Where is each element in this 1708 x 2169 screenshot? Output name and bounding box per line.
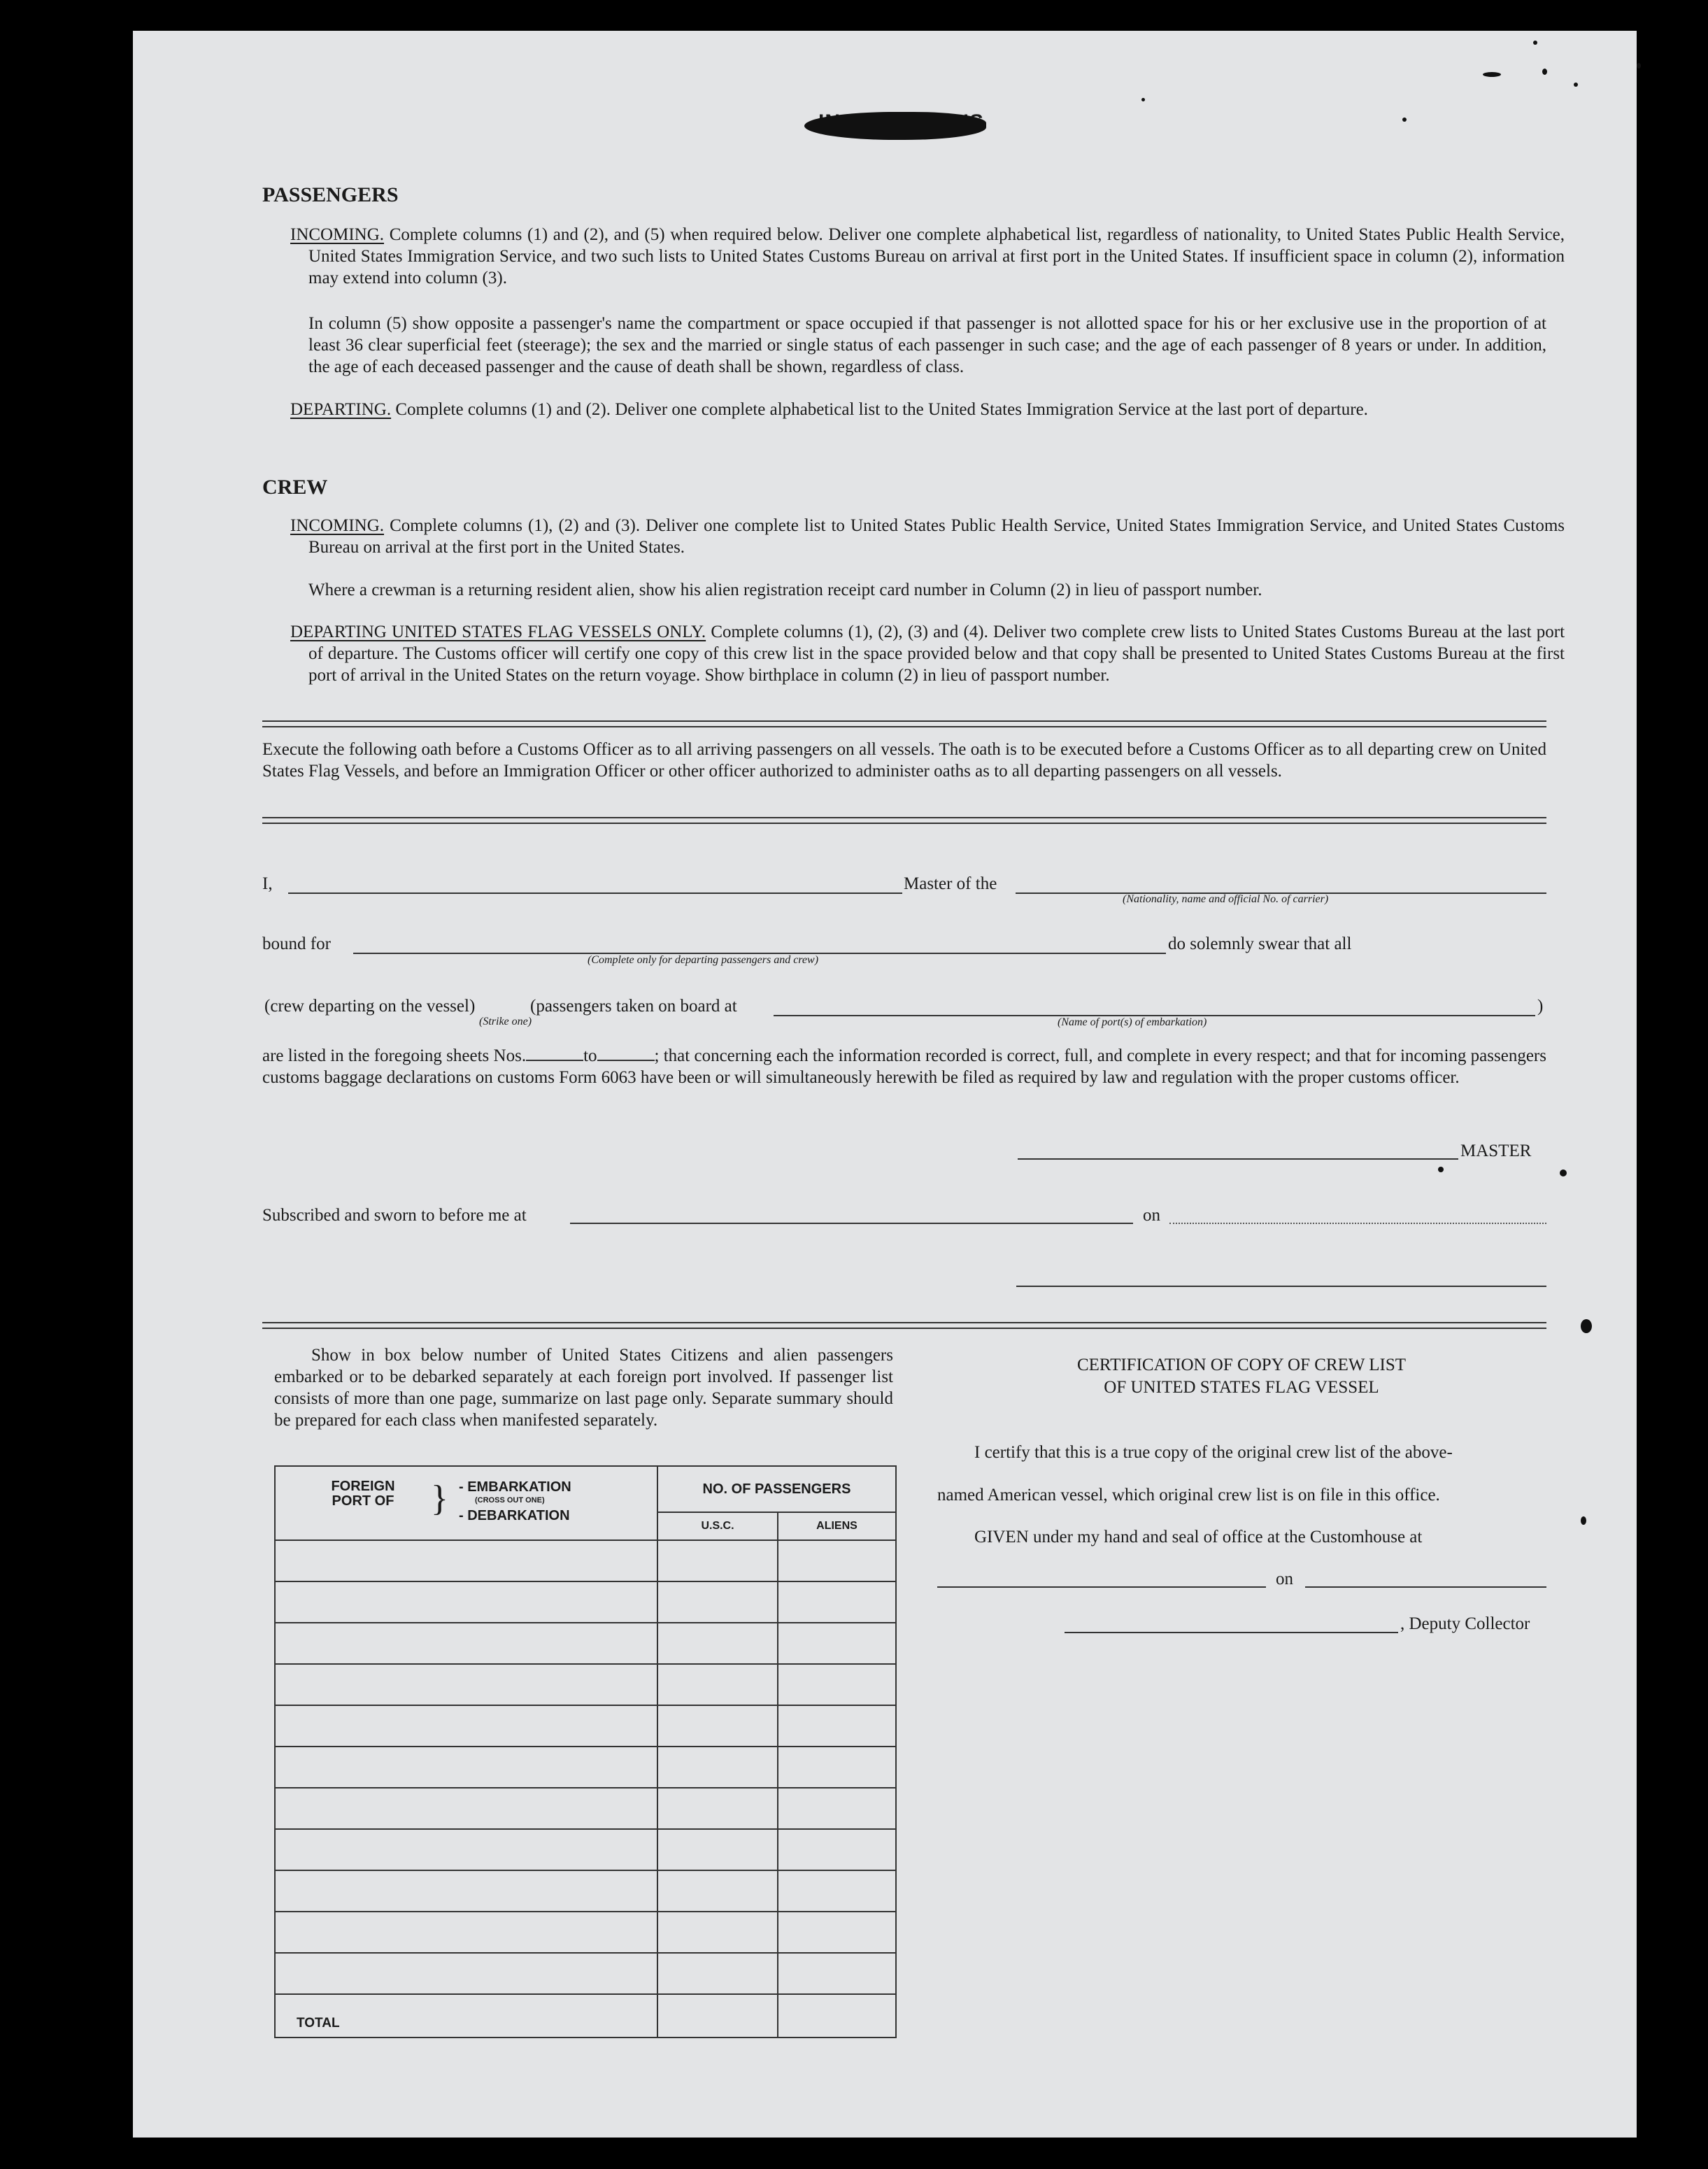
speck <box>1533 41 1537 45</box>
cross-out-label: (CROSS OUT ONE) <box>475 1496 545 1505</box>
table-row <box>275 1788 896 1829</box>
aliens-cell[interactable] <box>778 1581 896 1623</box>
aliens-cell[interactable] <box>778 1664 896 1705</box>
certify-line-1: I certify that this is a true copy of the original crew list of the above- <box>974 1443 1453 1462</box>
aliens-cell[interactable] <box>778 1953 896 1994</box>
aliens-cell[interactable] <box>778 1623 896 1664</box>
summary-instruction: Show in box below number of United States Citizens and alien passengers embarked or to be debarked separately at each foreign port involved. If passenger list consists of more than one page, summarize on last page only. Separate summary should be prepared for each class when manifested separately. <box>274 1346 893 1430</box>
subscribed-place-field[interactable] <box>570 1223 1133 1224</box>
passengers-departing-instruction <box>290 399 1565 420</box>
foreign-port-label: FOREIGN PORT OF <box>331 1479 395 1509</box>
usc-cell[interactable] <box>657 1870 778 1912</box>
total-label: TOTAL <box>275 1994 657 2038</box>
table-row <box>275 1912 896 1953</box>
table-row <box>275 1540 896 1581</box>
crew-heading: CREW <box>262 476 328 499</box>
close-paren: ) <box>1537 997 1544 1016</box>
officer-signature-field[interactable] <box>1016 1286 1546 1287</box>
usc-cell[interactable] <box>657 1540 778 1581</box>
sheet-to-field[interactable] <box>597 1047 655 1061</box>
master-of-label: Master of the <box>904 874 997 893</box>
aliens-total-cell[interactable] <box>778 1994 896 2038</box>
no-passengers-header: NO. OF PASSENGERS <box>657 1466 896 1512</box>
swear-label: do solemnly swear that all <box>1168 934 1352 953</box>
speck <box>1438 1167 1444 1172</box>
aliens-cell[interactable] <box>778 1540 896 1581</box>
port-cell[interactable] <box>275 1953 657 1994</box>
usc-cell[interactable] <box>657 1953 778 1994</box>
bound-caption: (Complete only for departing passengers and crew) <box>588 954 819 966</box>
debarkation-label: - DEBARKATION <box>459 1508 570 1523</box>
deputy-collector-label: , Deputy Collector <box>1400 1614 1530 1633</box>
divider <box>262 720 1546 727</box>
port-cell[interactable] <box>275 1788 657 1829</box>
deputy-signature-field[interactable] <box>1065 1632 1398 1633</box>
table-row <box>275 1747 896 1788</box>
certification-title-1: CERTIFICATION OF COPY OF CREW LIST <box>1076 1356 1407 1374</box>
speck <box>1637 63 1641 69</box>
crew-incoming-instruction <box>290 515 1565 558</box>
aliens-cell[interactable] <box>778 1912 896 1953</box>
listed-to-text: to <box>583 1046 597 1065</box>
passengers-incoming-label: INCOMING. <box>290 225 385 244</box>
divider <box>262 817 1546 824</box>
aliens-cell[interactable] <box>778 1788 896 1829</box>
speck <box>1581 1516 1586 1525</box>
usc-cell[interactable] <box>657 1829 778 1870</box>
master-signature-field[interactable] <box>1018 1158 1458 1160</box>
usc-cell[interactable] <box>657 1705 778 1747</box>
crew-departing-label: DEPARTING UNITED STATES FLAG VESSELS ONLY. <box>290 623 706 641</box>
port-cell[interactable] <box>275 1623 657 1664</box>
listed-text-a: are listed in the foregoing sheets Nos. <box>262 1046 527 1065</box>
speck <box>1574 83 1578 87</box>
passengers-departing-label: DEPARTING. <box>290 400 392 419</box>
master-label: MASTER <box>1460 1142 1532 1160</box>
certification-on-label: on <box>1276 1570 1293 1588</box>
port-cell[interactable] <box>275 1829 657 1870</box>
oath-i-label: I, <box>262 874 273 893</box>
foreign-port-header <box>275 1466 657 1540</box>
port-cell[interactable] <box>275 1912 657 1953</box>
speck <box>1542 69 1547 75</box>
sheet-from-field[interactable] <box>526 1047 583 1061</box>
usc-cell[interactable] <box>657 1623 778 1664</box>
bound-for-label: bound for <box>262 934 331 953</box>
oath-instruction: Execute the following oath before a Customs Officer as to all arriving passengers on all vessels. The oath is to be executed before a Customs Officer as to all departing crew on United States Flag Vessels, and before an Immigration Officer or other officer authorized to administer oaths as to all departing passengers on all vessels. <box>262 740 1546 781</box>
port-cell[interactable] <box>275 1747 657 1788</box>
passenger-summary-table <box>274 1465 897 2038</box>
divider <box>262 1322 1546 1329</box>
aliens-cell[interactable] <box>778 1870 896 1912</box>
passengers-incoming-text: Complete columns (1) and (2), and (5) when required below. Deliver one complete alphabetical list, regardless of nationality, to United States Public Health Service, United States Immigration Service, and two such lists to United States Customs Bureau on arrival at first port in the United States. If insufficient space in column (2), information may extend into column (3). <box>308 225 1565 287</box>
subscribed-on-label: on <box>1143 1206 1160 1225</box>
usc-cell[interactable] <box>657 1788 778 1829</box>
table-row <box>275 1664 896 1705</box>
speck <box>1402 118 1407 122</box>
port-cell[interactable] <box>275 1664 657 1705</box>
ports-caption: (Name of port(s) of embarkation) <box>1058 1016 1207 1028</box>
speck <box>1141 98 1145 101</box>
usc-total-cell[interactable] <box>657 1994 778 2038</box>
nationality-caption: (Nationality, name and official No. of carrier) <box>1123 893 1329 905</box>
subscribed-label: Subscribed and sworn to before me at <box>262 1206 527 1225</box>
port-cell[interactable] <box>275 1581 657 1623</box>
certification-date-field[interactable] <box>1305 1586 1546 1588</box>
usc-cell[interactable] <box>657 1581 778 1623</box>
crew-incoming-text: Complete columns (1), (2) and (3). Deliver one complete list to United States Public Health Service, United States Immigration Service, and United States Customs Bureau on arrival at the first port in the United States. <box>308 516 1565 557</box>
redaction-mark <box>804 112 986 140</box>
crew-resident-instruction: Where a crewman is a returning resident alien, show his alien registration receipt card number in Column (2) in lieu of passport number. <box>308 581 1262 599</box>
crew-departing-instruction <box>290 621 1565 686</box>
port-cell[interactable] <box>275 1540 657 1581</box>
crew-departing-text: Complete columns (1), (2), (3) and (4). Deliver two complete crew lists to United States Customs Bureau at the last port of departure. The Customs officer will certify one copy of this crew list in the space provided below and that copy shall be presented to United States Customs Bureau at the first port of arrival in the United States on the return voyage. Show birthplace in column (2) in lieu of passport number. <box>308 623 1565 685</box>
speck <box>1581 1319 1592 1333</box>
port-cell[interactable] <box>275 1705 657 1747</box>
passengers-taken-option[interactable]: (passengers taken on board at <box>530 997 737 1016</box>
aliens-cell[interactable] <box>778 1747 896 1788</box>
usc-cell[interactable] <box>657 1747 778 1788</box>
passengers-departing-text: Complete columns (1) and (2). Deliver one complete alphabetical list to the United States Immigration Service at the last port of departure. <box>395 400 1368 419</box>
master-name-field[interactable] <box>288 893 902 894</box>
port-cell[interactable] <box>275 1870 657 1912</box>
passengers-column5-instruction: In column (5) show opposite a passenger's name the compartment or space occupied if that passenger is not allotted space for his or her exclusive use in the proportion of at least 36 clear superficial feet (steerage); the sex and the married or single status of each passenger in such case; and the age of each passenger of 8 years or under. In addition, the age of each deceased passenger and the cause of death shall be shown, regardless of class. <box>308 314 1546 376</box>
crew-departing-option[interactable]: (crew departing on the vessel) <box>264 997 476 1016</box>
aliens-cell[interactable] <box>778 1829 896 1870</box>
given-line: GIVEN under my hand and seal of office at the Customhouse at <box>974 1528 1423 1546</box>
total-row <box>275 1994 896 2038</box>
passengers-incoming-instruction <box>290 224 1565 289</box>
speck <box>1483 72 1501 77</box>
speck <box>1560 1169 1567 1176</box>
brace-icon: } <box>431 1479 448 1519</box>
table-header-row <box>275 1466 896 1512</box>
aliens-header: ALIENS <box>778 1512 896 1540</box>
aliens-cell[interactable] <box>778 1705 896 1747</box>
table-row <box>275 1623 896 1664</box>
table-row <box>275 1581 896 1623</box>
certification-title-2: OF UNITED STATES FLAG VESSEL <box>1104 1378 1379 1397</box>
usc-cell[interactable] <box>657 1664 778 1705</box>
certify-line-2: named American vessel, which original crew list is on file in this office. <box>937 1486 1440 1505</box>
listed-text-b: ; that concerning each the information recorded is correct, full, and complete in every respect; and that for incoming passengers customs baggage declarations on customs Form 6063 have been or will simultaneously herewith be filed as required by law and regulation with the proper customs officer. <box>262 1046 1546 1087</box>
table-row <box>275 1870 896 1912</box>
passengers-heading: PASSENGERS <box>262 183 399 206</box>
subscribed-date-field[interactable] <box>1169 1223 1546 1224</box>
usc-header: U.S.C. <box>657 1512 778 1540</box>
table-row <box>275 1705 896 1747</box>
table-row <box>275 1953 896 1994</box>
embarkation-label: - EMBARKATION <box>459 1479 571 1495</box>
crew-incoming-label: INCOMING. <box>290 516 385 535</box>
strike-one-caption: (Strike one) <box>479 1016 532 1027</box>
usc-cell[interactable] <box>657 1912 778 1953</box>
table-row <box>275 1829 896 1870</box>
oath-listed-statement <box>262 1045 1546 1088</box>
customhouse-place-field[interactable] <box>937 1586 1266 1588</box>
